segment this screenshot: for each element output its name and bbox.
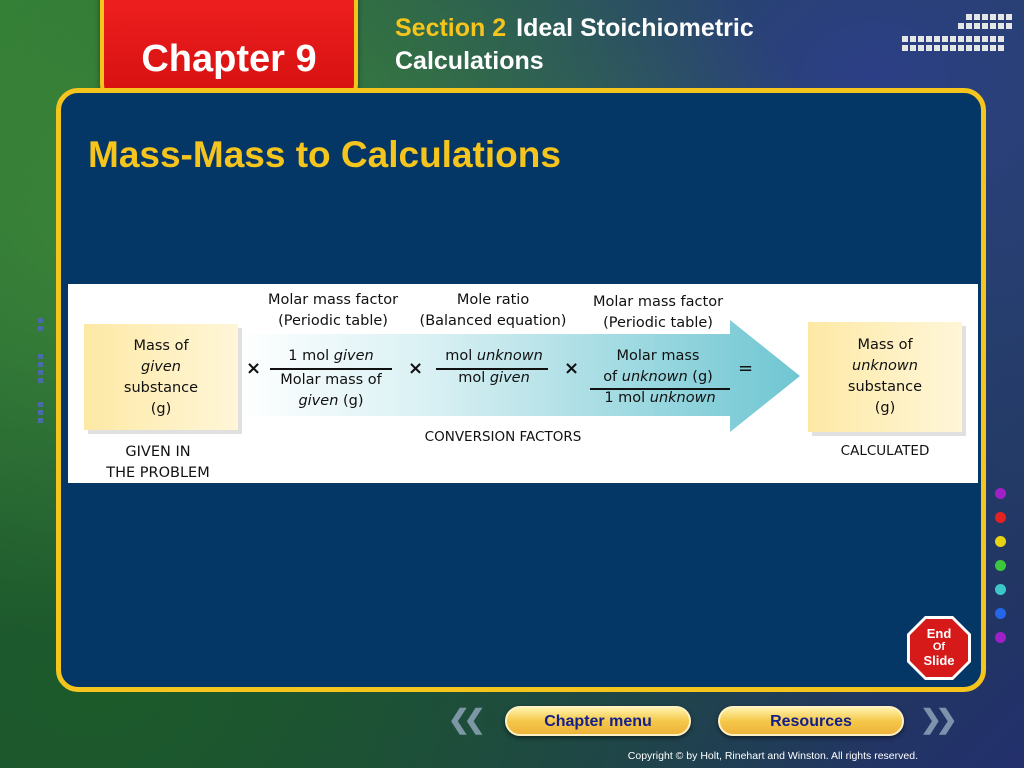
text: 1 mol [288, 348, 334, 364]
given-mass-box-text [84, 336, 238, 420]
text: Molar mass [616, 348, 700, 364]
slide-title: Mass-Mass to Calculations [88, 134, 561, 175]
double-chevron-right-icon[interactable]: ❯❯ [920, 704, 952, 734]
factor2-heading-line: Mole ratio [456, 292, 530, 308]
factor2-heading [413, 290, 573, 332]
calc-box-line: Mass of [857, 337, 913, 353]
chapter-label: Chapter 9 [141, 38, 317, 80]
dot [995, 536, 1006, 547]
factor1-heading-line: Molar mass factor [267, 292, 399, 308]
calc-box-line: unknown [852, 358, 918, 374]
text: unknown [476, 348, 543, 364]
factor2-heading-line: (Balanced equation) [419, 313, 567, 329]
factor1-heading-line: (Periodic table) [278, 313, 388, 329]
section-title: Ideal Stoichiometric Calculations [395, 14, 754, 75]
given-box-line: (g) [150, 401, 172, 417]
copyright-notice: Copyright © by Holt, Rinehart and Winston. All rights reserved. [627, 750, 918, 762]
text: given [298, 393, 339, 409]
given-caption-line: GIVEN IN [125, 444, 191, 460]
section-label: Section 2 [395, 14, 507, 42]
given-box-line: given [141, 359, 181, 375]
factor3-heading-line: (Periodic table) [603, 315, 713, 331]
dot [995, 584, 1006, 595]
calculated-box-text [808, 335, 962, 419]
text: Molar mass of [280, 372, 382, 388]
end-slide-text: Of [932, 641, 946, 653]
double-chevron-left-icon[interactable]: ❮❮ [448, 704, 480, 734]
factor2-denominator [432, 368, 556, 389]
dot [995, 488, 1006, 499]
factor1-denominator [263, 370, 399, 412]
text: 1 mol [604, 390, 650, 406]
text: unknown [621, 369, 688, 385]
calc-box-line: substance [847, 379, 923, 395]
factor3-denominator [588, 388, 732, 409]
given-caption [88, 442, 228, 483]
calc-box-line: (g) [874, 400, 896, 416]
factor1-numerator [268, 346, 394, 367]
given-caption-line: THE PROBLEM [106, 465, 210, 481]
factor1-heading [258, 290, 408, 332]
dot [995, 632, 1006, 643]
conversion-diagram [68, 284, 978, 483]
dot [995, 512, 1006, 523]
factor3-heading-line: Molar mass factor [592, 294, 724, 310]
text: of [603, 369, 622, 385]
multiply-sign: × [246, 358, 262, 379]
multiply-sign: × [564, 358, 580, 379]
section-heading [395, 12, 835, 78]
text: (g) [687, 369, 713, 385]
factor3-numerator [588, 346, 728, 388]
factor2-numerator [432, 346, 556, 367]
end-of-slide-button[interactable] [906, 615, 972, 681]
multiply-sign: × [408, 358, 424, 379]
given-box-line: substance [123, 380, 199, 396]
equals-sign: = [738, 358, 754, 379]
end-slide-text: End [926, 626, 952, 641]
text: mol [458, 370, 490, 386]
text: given [489, 370, 530, 386]
given-box-line: Mass of [133, 338, 189, 354]
text: unknown [649, 390, 716, 406]
conversion-factors-caption: CONVERSION FACTORS [424, 429, 582, 445]
calculated-caption: CALCULATED [840, 443, 930, 459]
dot [995, 608, 1006, 619]
text: given [333, 348, 374, 364]
text: (g) [338, 393, 364, 409]
dot [995, 560, 1006, 571]
factor3-heading [583, 292, 733, 334]
chapter-menu-button[interactable]: Chapter menu [505, 706, 691, 736]
text: mol [445, 348, 477, 364]
end-slide-text: Slide [923, 653, 955, 668]
resources-button[interactable]: Resources [718, 706, 904, 736]
